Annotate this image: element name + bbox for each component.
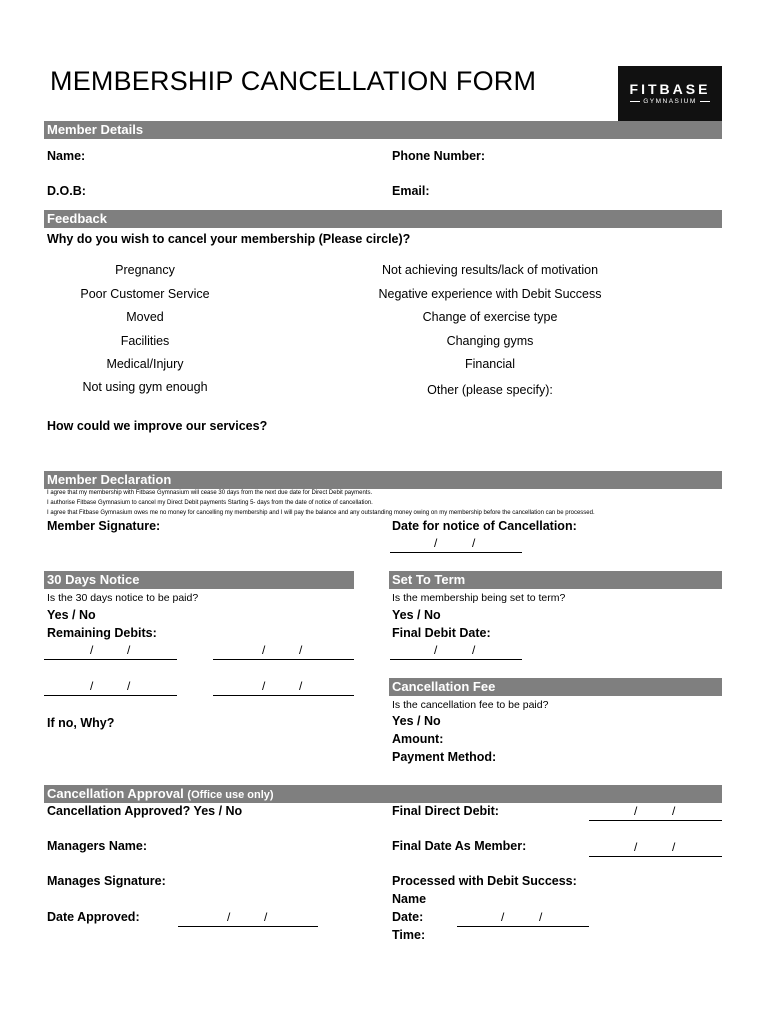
approval-header-note: (Office use only) [187,789,274,801]
option-medical-injury[interactable]: Medical/Injury [106,357,184,371]
option-not-achieving-results[interactable]: Not achieving results/lack of motivation [381,263,599,277]
processed-date-label: Date: [392,910,424,924]
dob-label: D.O.B: [47,184,86,198]
date-separator: / [472,536,476,550]
option-other[interactable]: Other (please specify): [427,383,553,397]
date-separator: / [90,643,94,657]
date-separator: / [264,910,268,924]
final-debit-date-label: Final Debit Date: [392,626,491,640]
option-changing-gyms[interactable]: Changing gyms [446,334,534,348]
date-separator: / [634,804,638,818]
final-direct-debit-label: Final Direct Debit: [392,804,499,818]
phone-label: Phone Number: [392,149,486,163]
member-signature-label: Member Signature: [47,519,161,533]
remaining-debit-line[interactable] [44,695,177,696]
date-separator: / [262,679,266,693]
declaration-line-3: I agree that Fitbase Gymnasium owes me no money for cancelling my membership and I will pay the balance and any outstanding money owing on my membership before the cancellation can be processed. [47,510,595,516]
logo-sub: GYMNASIUM [618,98,722,105]
improve-question: How could we improve our services? [47,419,268,433]
notice-yes-no[interactable]: Yes / No [47,608,96,622]
section-member-declaration: Member Declaration [44,471,722,489]
date-separator: / [299,679,303,693]
name-label: Name: [47,149,86,163]
option-facilities[interactable]: Facilities [120,334,170,348]
section-cancellation-fee: Cancellation Fee [389,678,722,696]
email-label: Email: [392,184,430,198]
date-approved-line[interactable] [178,926,318,927]
date-separator: / [262,643,266,657]
declaration-line-1: I agree that my membership with Fitbase Gymnasium will cease 30 days from the next due date for Direct Debit payments. [47,490,373,496]
date-separator: / [434,643,438,657]
declaration-line-2: I authorise Fitbase Gymnasium to cancel my Direct Debit payments Starting 5- days from the date of notice of cancellation. [47,500,373,506]
date-separator: / [90,679,94,693]
processed-time-label: Time: [392,928,426,942]
final-date-member-label: Final Date As Member: [392,839,527,853]
remaining-debit-line[interactable] [44,659,177,660]
date-separator: / [501,910,505,924]
date-separator: / [127,679,131,693]
fee-question: Is the cancellation fee to be paid? [392,699,549,711]
processed-date-line[interactable] [457,926,589,927]
notice-question: Is the 30 days notice to be paid? [47,592,199,604]
option-pregnancy[interactable]: Pregnancy [115,263,175,277]
section-feedback: Feedback [44,210,722,228]
date-separator: / [472,643,476,657]
amount-label: Amount: [392,732,444,746]
logo-name: FITBASE [629,81,711,97]
date-approved-label: Date Approved: [47,910,140,924]
option-change-exercise[interactable]: Change of exercise type [422,310,558,324]
option-not-using-gym[interactable]: Not using gym enough [82,380,208,394]
remaining-debit-line[interactable] [213,695,354,696]
page-title: MEMBERSHIP CANCELLATION FORM [50,66,537,96]
date-notice-label: Date for notice of Cancellation: [392,519,577,533]
section-30-days-notice: 30 Days Notice [44,571,354,589]
term-question: Is the membership being set to term? [392,592,566,604]
managers-name-label: Managers Name: [47,839,148,853]
date-separator: / [672,840,676,854]
remaining-debits-label: Remaining Debits: [47,626,157,640]
section-member-details: Member Details [44,121,722,139]
option-moved[interactable]: Moved [126,310,164,324]
processed-debit-success-label: Processed with Debit Success: [392,874,577,888]
approval-header-title: Cancellation Approval [47,786,184,801]
fee-yes-no[interactable]: Yes / No [392,714,441,728]
option-poor-customer-service[interactable]: Poor Customer Service [80,287,210,301]
date-separator: / [672,804,676,818]
section-cancellation-approval [44,785,722,803]
date-separator: / [127,643,131,657]
section-set-to-term: Set To Term [389,571,722,589]
date-separator: / [227,910,231,924]
date-separator: / [434,536,438,550]
final-date-member-line[interactable] [589,856,722,857]
term-yes-no[interactable]: Yes / No [392,608,441,622]
fitbase-logo [618,66,722,121]
option-negative-debit-success[interactable]: Negative experience with Debit Success [378,287,602,301]
final-debit-date-line[interactable] [390,659,522,660]
cancellation-approved-label: Cancellation Approved? Yes / No [47,804,243,818]
if-no-why-label: If no, Why? [47,716,115,730]
date-notice-line[interactable] [390,552,522,553]
date-separator: / [539,910,543,924]
processed-name-label: Name [392,892,427,906]
final-direct-debit-line[interactable] [589,820,722,821]
payment-method-label: Payment Method: [392,750,497,764]
date-separator: / [299,643,303,657]
option-financial[interactable]: Financial [464,357,516,371]
manages-signature-label: Manages Signature: [47,874,166,888]
remaining-debit-line[interactable] [213,659,354,660]
cancel-reason-question: Why do you wish to cancel your membership (Please circle)? [47,232,411,246]
date-separator: / [634,840,638,854]
